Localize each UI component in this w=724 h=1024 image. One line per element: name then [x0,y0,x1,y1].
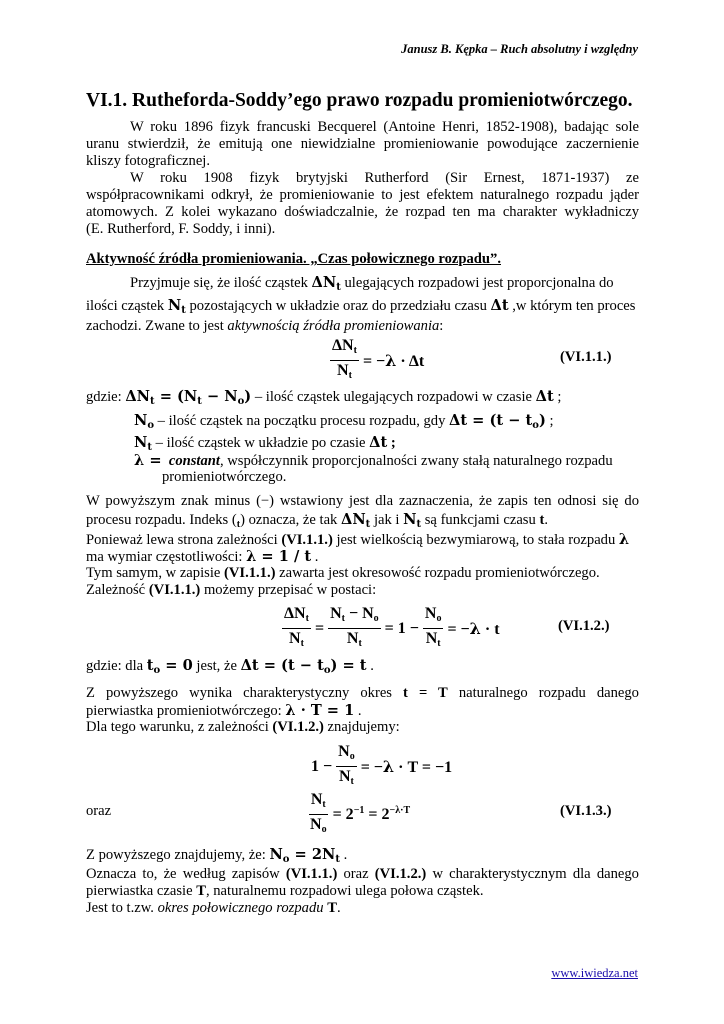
section-title: VI.1. Rutheforda-Soddy’ego prawo rozpadu promieniotwórczego. [86,90,633,111]
equation-vi-1-3: $\frac{N_t}{N_o}$ = $2^{-1} = 2^{-\lambda\cdot T}$ [310,791,411,835]
p1-line-1: Przyjmuje się, że ilość cząstek $\Delta N_t$ ulegających rozpadowi jest proporcjonalna do [130,274,614,293]
equation-vi-1-2: $\frac{\Delta N_t}{N_t}$ = $\frac{N_t - N_o}{N_t}$ = 1 − $\frac{N_o}{N_t}$ = −λ · t [284,605,500,649]
intro-line-1: W roku 1896 fizyk francuski Becquerel (Antoine Henri, 1852-1908), badając sole [130,119,639,135]
equation-vi-1-1: $\frac{\Delta N_t}{N_t}$ = −λ · Δt [332,337,425,381]
running-header: Janusz B. Kępka – Ruch absolutny i względny [401,42,638,56]
p3-line-4: Dla tego warunku, z zależności (VI.1.2.) znajdujemy: [86,719,400,735]
p4-line-3: pierwiastka czasie T, naturalnemu rozpadowi ulega połowa cząstek. [86,883,484,899]
p3-line-2: Z powyższego wynika charakterystyczny okres t = T naturalnego rozpadu danego [86,685,639,701]
p2-line-3: Ponieważ lewa strona zależności (VI.1.1.) jest wielkością bezwymiarową, to stała rozpadu λ [86,531,630,548]
delta-t-symbol: Δt [490,297,509,314]
p4-line-1: Z powyższego znajdujemy, że: $N_o = 2N_t$ . [86,846,348,865]
where-line-5: promieniotwórczego. [162,469,287,485]
intro-line-3: kliszy fotograficznej. [86,153,210,169]
equation-label-vi-1-3: (VI.1.3.) [560,803,612,819]
where-line-4: λ = constant, współczynnik proporcjonalności zwany stałą naturalnego rozpadu [134,452,613,469]
p1-line-2: ilości cząstek $N_t$ pozostających w układzie oraz do przedziału czasu Δt ,w którym ten proces [86,297,636,316]
equation-half-life-condition: 1 − $\frac{N_o}{N_t}$ = −λ · T = −1 [311,743,453,787]
intro-line-5: współpracownikami odkrył, że promieniowanie to jest efektem naturalnego rozpadu jąder [86,187,639,203]
p2-line-4: ma wymiar częstotliwości: λ = 1 / t . [86,548,319,565]
oraz-label: oraz [86,803,112,819]
intro-line-6: atomowych. Z kolei wykazano doświadczalnie, że rozpad ten ma charakter wykładniczy [86,204,639,220]
equation-label-vi-1-1: (VI.1.1.) [560,349,612,365]
n-t-symbol: $N_t$ [167,297,186,316]
p3-line-3: pierwiastka promieniotwórczego: λ · T = 1 . [86,702,362,719]
where-line-1: gdzie: $\Delta N_t = (N_t - N_o)$ – ilość cząstek ulegających rozpadowi w czasie Δt ; [86,388,562,407]
p2-line-5: Tym samym, w zapisie (VI.1.1.) zawarta jest okresowość rozpadu promieniotwórczego. [86,565,600,581]
p2-line-2: procesu rozpadu. Indeks $(_t)$ oznacza, że tak $\Delta N_t$ jak i $N_t$ są funkcjami czasu t. [86,511,548,530]
subsection-heading: Aktywność źródła promieniowania. „Czas połowicznego rozpadu”. [86,251,501,267]
equation-label-vi-1-2: (VI.1.2.) [558,618,610,634]
footer-website-link[interactable]: www.iwiedza.net [551,966,638,980]
intro-line-7: (E. Rutherford, F. Soddy, i inni). [86,221,276,237]
p3-line-1: gdzie: dla $t_o = 0$ jest, że $\Delta t = (t - t_o) = t$ . [86,657,374,676]
intro-line-4: W roku 1908 fizyk brytyjski Rutherford (Sir Ernest, 1871-1937) ze [130,170,639,186]
where-line-3: $N_t$ – ilość cząstek w układzie po czasie Δt ; [134,434,396,453]
p4-line-2: Oznacza to, że według zapisów (VI.1.1.) oraz (VI.1.2.) w charakterystycznym dla danego [86,866,639,882]
p1-line-3: zachodzi. Zwane to jest aktywnością źródła promieniowania: [86,318,444,334]
delta-n-t-symbol: $\Delta N_t$ [311,274,341,293]
p2-line-6: Zależność (VI.1.1.) możemy przepisać w postaci: [86,582,377,598]
p4-line-4: Jest to t.zw. okres połowicznego rozpadu T. [86,900,341,916]
intro-line-2: uranu stwierdził, że emitują one niewidzialne promieniowanie powodujące zaczernienie [86,136,639,152]
where-line-2: $N_o$ – ilość cząstek na początku procesu rozpadu, gdy $\Delta t = (t - t_o)$ ; [134,412,554,431]
p2-line-1: W powyższym znak minus (−) wstawiony jest dla zaznaczenia, że zapis ten odnosi się do [86,493,639,509]
